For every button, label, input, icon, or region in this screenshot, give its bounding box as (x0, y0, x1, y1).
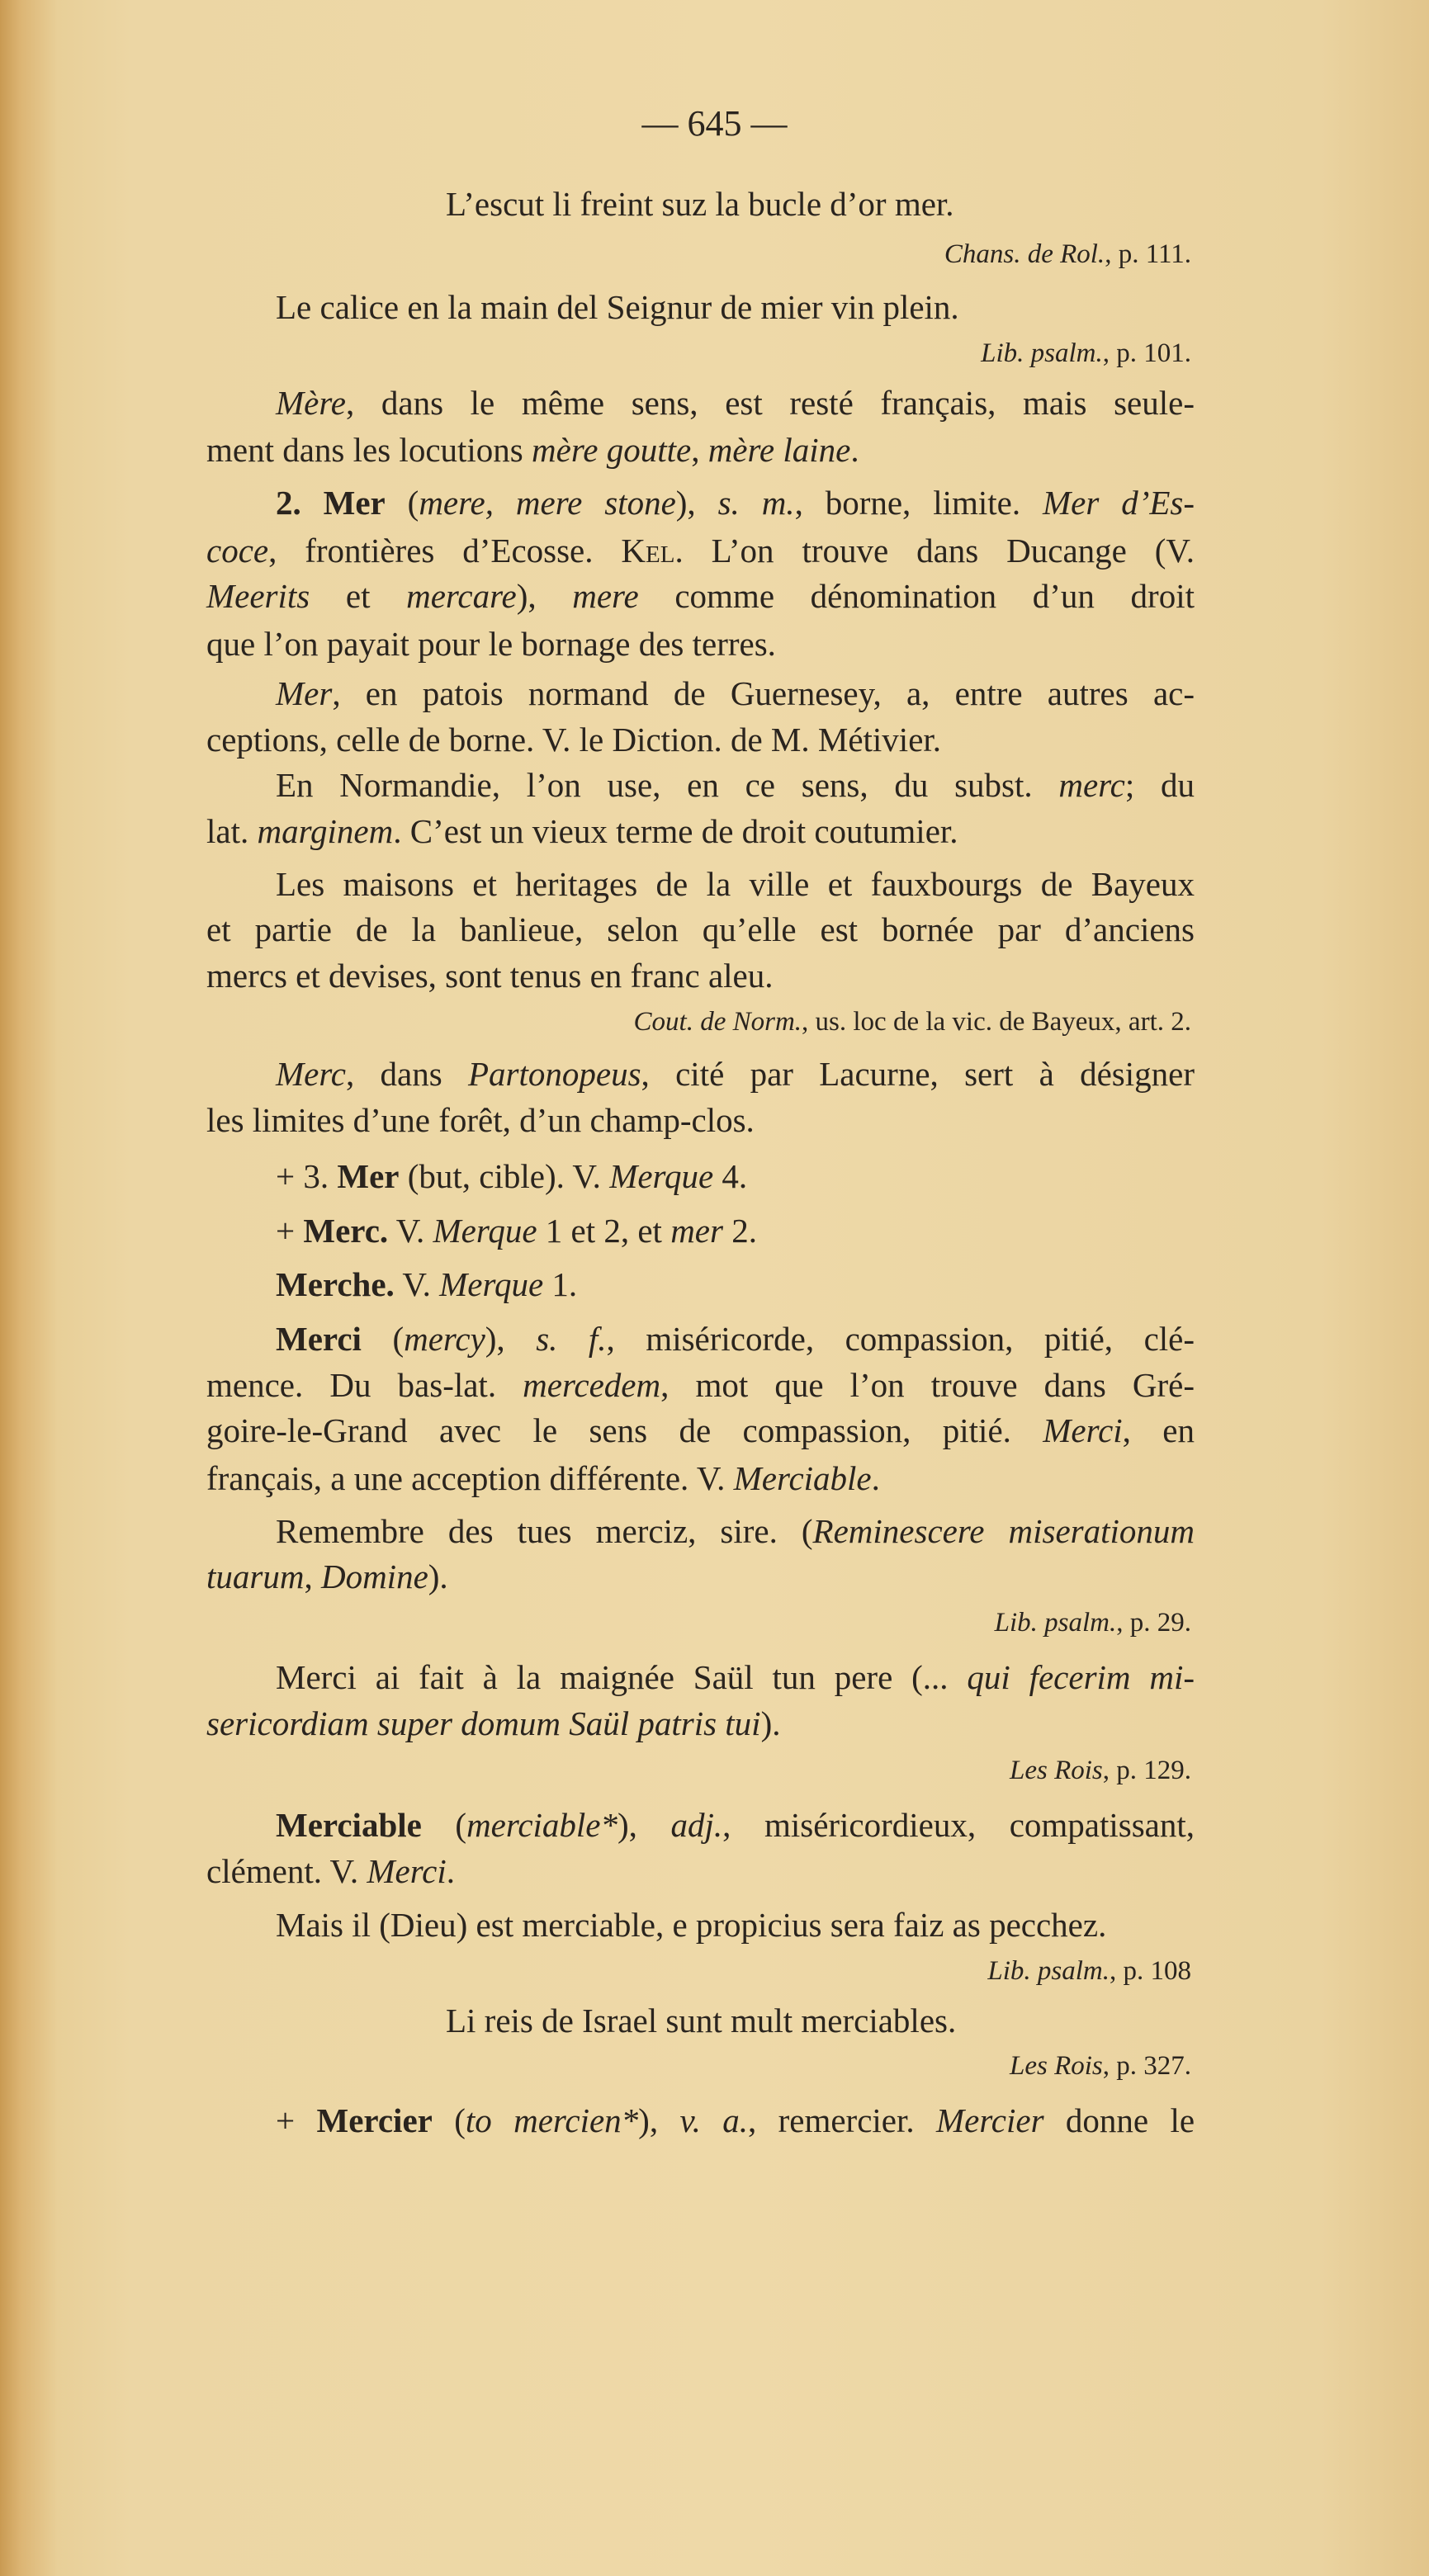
text-segment: ), (638, 2101, 680, 2139)
text-segment: (but, cible). V. (399, 1157, 610, 1195)
italic-text: mercedem (523, 1366, 661, 1404)
italic-text: mère laine (707, 431, 851, 469)
page-number: — 645 — (641, 103, 788, 144)
italic-text: Merciable (733, 1459, 872, 1497)
text-segment: Les maisons et heritages de la ville et fauxbourgs de Bayeux (276, 865, 1195, 903)
italic-text: tuarum (206, 1557, 305, 1595)
italic-text: Merque (439, 1265, 544, 1303)
text-line (206, 719, 941, 760)
citation (634, 1001, 1191, 1042)
text-segment: . L’on trouve dans Ducange (V. (674, 532, 1195, 570)
italic-text: Merci (367, 1852, 447, 1890)
text-line (206, 909, 1195, 950)
text-segment: Kel (621, 532, 675, 570)
text-segment: , p. 327. (1102, 2051, 1191, 2081)
text-segment: + (276, 1212, 304, 1250)
text-line (276, 673, 1195, 714)
text-segment: Le calice en la main del Seignur de mier vin plein. (276, 288, 959, 326)
text-line (276, 1804, 1195, 1846)
text-line (276, 1657, 1195, 1698)
text-segment: En Normandie, l’on use, en ce sens, du subst. (276, 766, 1059, 804)
text-segment: mercs et devises, sont tenus en franc aleu. (206, 957, 774, 995)
text-segment: ), (675, 484, 718, 522)
headword: Mercier (316, 2101, 433, 2139)
text-line (276, 1318, 1195, 1359)
text-segment: , borne, limite. (794, 484, 1043, 522)
text-segment: Remembre des tues merciz, sire. ( (276, 1512, 813, 1550)
text-segment: ment dans les locutions (206, 431, 532, 469)
text-segment: , p. 101. (1102, 338, 1191, 368)
italic-text: qui fecerim mi- (967, 1658, 1195, 1696)
text-segment: V. (394, 1265, 440, 1303)
text-line (276, 1053, 1195, 1094)
italic-text: Les Rois (1009, 1756, 1103, 1785)
italic-text: Mercier (936, 2101, 1044, 2139)
text-segment: ; du (1124, 766, 1195, 804)
text-line (206, 1703, 780, 1744)
citation (987, 1950, 1191, 1992)
italic-text: Lib. psalm. (994, 1608, 1117, 1638)
italic-text: sericordiam super domum Saül patris tui (206, 1704, 761, 1742)
quotation-line (446, 2000, 956, 2041)
text-segment: 4. (713, 1157, 748, 1195)
text-segment: ( (421, 1806, 467, 1844)
italic-text: merc (1058, 766, 1125, 804)
italic-text: s. m. (717, 484, 795, 522)
text-segment: ), (617, 1806, 671, 1844)
text-segment: clément. V. (206, 1852, 367, 1890)
italic-text: mere, mere stone (419, 484, 676, 522)
headword: 2. Mer (276, 484, 386, 522)
citation (981, 333, 1191, 374)
text-line (276, 1904, 1106, 1945)
text-segment: , frontières d’Ecosse. (268, 532, 622, 570)
italic-text: Domine (320, 1557, 428, 1595)
italic-text: Merque (433, 1212, 537, 1250)
text-segment: ). (428, 1557, 448, 1595)
text-segment: les limites d’une forêt, d’un champ-clos. (206, 1101, 755, 1139)
text-line (276, 482, 1195, 523)
text-segment: Merci ai fait à la maignée Saül tun pere (... (276, 1658, 968, 1696)
citation (944, 234, 1191, 275)
italic-text: Meerits (206, 577, 310, 615)
text-segment: ceptions, celle de borne. V. le Diction. de M. Métivier. (206, 721, 942, 759)
text-segment: 1. (543, 1265, 578, 1303)
italic-text: merciable* (466, 1806, 617, 1844)
text-line (206, 811, 958, 852)
quotation-line (446, 183, 954, 225)
text-segment: V. (388, 1212, 433, 1250)
text-segment: , miséricordieux, compatissant, (722, 1806, 1195, 1844)
italic-text: mere (572, 577, 639, 615)
text-segment: , en patois normand de Guernesey, a, entre autres ac- (332, 674, 1195, 712)
italic-text: Merc (276, 1055, 346, 1093)
headword: Merciable (276, 1806, 422, 1844)
text-line (206, 1099, 755, 1141)
text-segment: , dans (345, 1055, 468, 1093)
italic-text: mère goutte (532, 431, 692, 469)
text-segment: . (850, 431, 859, 469)
text-segment: . (871, 1459, 880, 1497)
text-segment: , (304, 1557, 321, 1595)
text-line (276, 863, 1195, 905)
text-line (206, 1850, 455, 1892)
text-segment: + (276, 2101, 317, 2139)
headword: Merc. (303, 1212, 389, 1250)
italic-text: to mercien* (465, 2101, 639, 2139)
italic-text: mer (670, 1212, 723, 1250)
italic-text: Lib. psalm. (981, 338, 1103, 368)
italic-text: s. f. (536, 1320, 607, 1358)
italic-text: Reminescere miserationum (812, 1512, 1195, 1550)
italic-text: mercare (406, 577, 517, 615)
text-segment: , miséricorde, compassion, pitié, clé- (606, 1320, 1195, 1358)
italic-text: coce (206, 532, 269, 570)
text-segment: ( (385, 484, 419, 522)
text-segment: et partie de la banlieue, selon qu’elle est bornée par d’anciens (206, 910, 1195, 948)
italic-text: v. a. (679, 2101, 748, 2139)
italic-text: marginem (257, 812, 394, 850)
text-segment: 1 et 2, et (537, 1212, 671, 1250)
text-segment: français, a une acception différente. V. (206, 1459, 734, 1497)
text-segment: ), (485, 1320, 537, 1358)
text-segment: , remercier. (747, 2101, 936, 2139)
text-segment: , p. 108 (1110, 1956, 1191, 1986)
text-line (206, 1458, 880, 1499)
text-line (206, 1364, 1195, 1406)
italic-text: Lib. psalm. (987, 1956, 1110, 1986)
text-line (206, 955, 774, 996)
text-line (206, 1410, 1195, 1451)
text-segment: L’escut li freint suz la bucle d’or mer. (446, 185, 954, 223)
text-segment: , us. loc de la vic. de Bayeux, art. 2. (802, 1007, 1191, 1037)
text-line (276, 1510, 1195, 1552)
text-segment: ( (432, 2101, 466, 2139)
italic-text: Mer (276, 674, 333, 712)
text-segment: . (446, 1852, 455, 1890)
text-segment: ( (361, 1320, 405, 1358)
text-segment: 2. (722, 1212, 757, 1250)
text-segment: que l’on payait pour le bornage des terres. (206, 625, 776, 663)
italic-text: Merci (1043, 1411, 1123, 1449)
text-segment: . C’est un vieux terme de droit coutumier. (393, 812, 958, 850)
text-line (276, 2100, 1195, 2141)
text-line (206, 575, 1195, 617)
text-line (276, 764, 1195, 806)
italic-text: Cout. de Norm. (633, 1007, 802, 1037)
citation (995, 1602, 1191, 1643)
text-line (276, 1156, 747, 1197)
text-segment: , (691, 431, 708, 469)
text-segment: , dans le même sens, est resté français, mais seule- (345, 384, 1195, 422)
text-line (276, 1210, 757, 1251)
headword: Merci (276, 1320, 362, 1358)
italic-text: adj. (670, 1806, 723, 1844)
italic-text: mercy (404, 1320, 485, 1358)
italic-text: Merque (609, 1157, 714, 1195)
text-segment: ). (760, 1704, 781, 1742)
italic-text: Mer d’Es- (1043, 484, 1195, 522)
text-line (276, 286, 959, 328)
text-line (206, 530, 1195, 571)
italic-text: Partonopeus (468, 1055, 641, 1093)
text-segment: comme dénomination d’un droit (638, 577, 1195, 615)
text-line (206, 623, 776, 664)
text-segment: donne le (1043, 2101, 1195, 2139)
text-line (206, 1556, 448, 1597)
text-line (206, 429, 859, 470)
text-line (276, 1264, 577, 1305)
text-segment: , p. 129. (1102, 1756, 1191, 1785)
text-segment: ), (516, 577, 573, 615)
text-segment: goire-le-Grand avec le sens de compassion, pitié. (206, 1411, 1043, 1449)
text-segment: , en (1122, 1411, 1195, 1449)
text-segment: , mot que l’on trouve dans Gré- (660, 1366, 1195, 1404)
text-segment: + 3. (276, 1157, 338, 1195)
italic-text: Mère (276, 384, 346, 422)
text-segment: Mais il (Dieu) est merciable, e propicius sera faiz as pecchez. (276, 1906, 1107, 1944)
text-segment: lat. (206, 812, 258, 850)
citation (1010, 1750, 1191, 1791)
text-line (276, 382, 1195, 423)
citation (1010, 2045, 1191, 2087)
text-segment: Li reis de Israel sunt mult merciables. (446, 2002, 957, 2040)
text-segment: , p. 29. (1116, 1608, 1191, 1638)
italic-text: Les Rois (1009, 2051, 1103, 2081)
text-segment: , cité par Lacurne, sert à désigner (641, 1055, 1195, 1093)
italic-text: Chans. de Rol. (944, 239, 1105, 269)
headword: Merche. (276, 1265, 395, 1303)
headword: Mer (337, 1157, 400, 1195)
text-segment: , p. 111. (1105, 239, 1191, 269)
text-segment: mence. Du bas-lat. (206, 1366, 523, 1404)
text-segment: et (310, 577, 407, 615)
